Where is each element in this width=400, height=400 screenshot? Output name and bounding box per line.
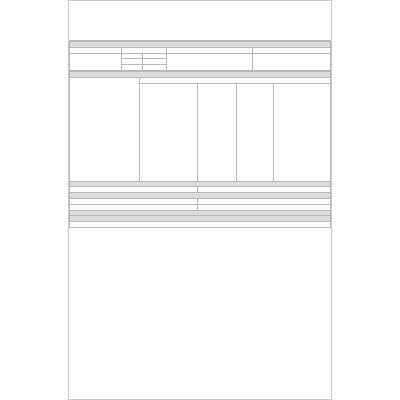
fach-col-volume	[140, 83, 197, 181]
more-info-text	[70, 222, 331, 228]
sheet-header	[69, 1, 331, 41]
dims-sub-depth	[122, 65, 143, 71]
product-data-sheet	[68, 0, 332, 400]
dims-label	[70, 53, 122, 70]
fach-col-defrost	[273, 83, 330, 181]
volume-label	[166, 53, 252, 70]
fach-table	[69, 71, 331, 228]
params-table	[69, 41, 331, 71]
fach-col-temp	[197, 83, 236, 181]
fach-col-type	[70, 77, 140, 181]
fach-col-freeze	[237, 83, 274, 181]
dims-val-depth	[143, 65, 166, 71]
volume-value	[252, 53, 330, 70]
